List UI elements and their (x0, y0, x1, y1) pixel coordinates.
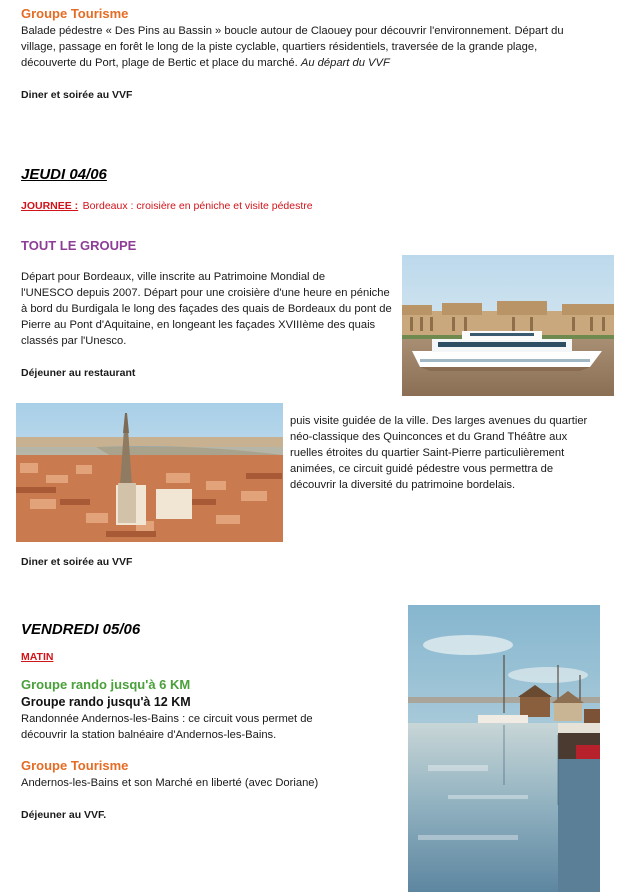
city-photo (16, 403, 283, 542)
lunch-note: Déjeuner au restaurant (21, 367, 136, 379)
paragraph-line: découvrir la station balnéaire d'Andernos-les-Bains. (21, 729, 277, 741)
paragraph-line: découvrir la diversité du patrimoine bordelais. (290, 479, 516, 491)
rando-12km-title: Groupe rando jusqu'à 12 KM (21, 695, 191, 709)
paragraph-line: ruelles étroites du quartier Saint-Pierre particulièrement (290, 447, 565, 459)
section-title-tourisme: Groupe Tourisme (21, 6, 129, 21)
paragraph-line: néo-classique des Quinconces et du Grand Théâtre aux (290, 431, 568, 443)
jeudi-paragraph-1 (21, 269, 401, 349)
journee-text: Bordeaux : croisière en péniche et visite pédestre (82, 200, 313, 212)
paragraph-line: Pierre au Pont d'Aquitaine, en longeant les façades XVIIIème des quais (21, 319, 376, 331)
paragraph-line: Randonnée Andernos-les-Bains : ce circuit vous permet de (21, 713, 313, 725)
dinner-note: Diner et soirée au VVF (21, 89, 133, 101)
jeudi-paragraph-2 (290, 413, 620, 493)
paragraph-line: Départ pour Bordeaux, ville inscrite au Patrimoine Mondial de (21, 271, 326, 283)
paragraph-line: animées, ce circuit guidé pédestre vous permettra de (290, 463, 554, 475)
matin-label: MATIN (21, 651, 54, 663)
harbor-photo (408, 605, 600, 892)
departure-note: Au départ du VVF (300, 57, 390, 69)
paragraph-line: village, passage en forêt le long de la piste cyclable, quartiers résidentiels, traversée de la grande plage, (21, 41, 538, 53)
dinner-note: Diner et soirée au VVF (21, 556, 133, 568)
tourisme-paragraph (21, 23, 621, 71)
rando-6km-title: Groupe rando jusqu'à 6 KM (21, 677, 191, 692)
section-title-tourisme-2: Groupe Tourisme (21, 758, 129, 773)
paragraph-line-last (21, 55, 621, 71)
rando-paragraph (21, 711, 401, 743)
day-heading-vendredi: VENDREDI 05/06 (21, 621, 141, 638)
paragraph-line: puis visite guidée de la ville. Des larges avenues du quartier (290, 415, 588, 427)
paragraph-line: l'UNESCO depuis 2007. Départ pour une croisière d'une heure en péniche (21, 287, 390, 299)
paragraph-line: à bord du Burdigala le long des façades des quais de Bordeaux du pont de (21, 303, 392, 315)
paragraph-line: classés par l'Unesco. (21, 335, 127, 347)
boat-photo (402, 255, 614, 396)
lunch-note: Déjeuner au VVF. (21, 809, 107, 821)
day-heading-jeudi: JEUDI 04/06 (21, 166, 107, 183)
paragraph-line: Balade pédestre « Des Pins au Bassin » boucle autour de Claouey pour découvrir l'environnement. Départ du (21, 25, 564, 37)
journee-label: JOURNEE : (21, 200, 79, 212)
tourism-text: Andernos-les-Bains et son Marché en liberté (avec Doriane) (21, 777, 319, 789)
journee-line (21, 196, 313, 214)
paragraph-line: découverte du Port, plage de Bertic et place du marché. (21, 57, 298, 69)
group-title-tout: TOUT LE GROUPE (21, 238, 137, 253)
